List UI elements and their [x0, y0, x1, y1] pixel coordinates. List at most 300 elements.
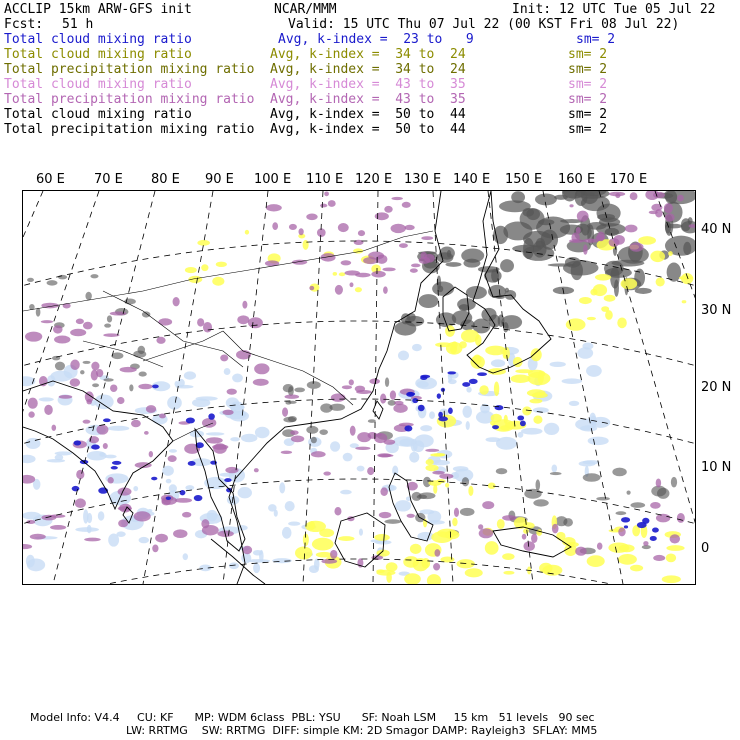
high-cloud-gray [385, 377, 389, 387]
high-cloud-gray [533, 499, 548, 506]
upper-cloud-purple [380, 394, 386, 404]
low-cloud-haze [544, 423, 559, 435]
high-cloud-gray [103, 378, 113, 381]
low-cloud-haze [98, 511, 105, 520]
upper-cloud-purple [285, 395, 300, 399]
upper-cloud-purple [156, 337, 165, 344]
upper-cloud-purple [324, 191, 329, 196]
upper-cloud-purple [625, 225, 638, 233]
upper-cloud-purple [321, 253, 336, 261]
low-cloud-haze [94, 394, 113, 409]
upper-cloud-purple [311, 451, 326, 457]
upper-cloud-purple [349, 282, 353, 287]
longitude-label: 100 E [254, 172, 292, 187]
high-cloud-gray [627, 491, 631, 495]
mid-cloud-yellow [500, 425, 510, 430]
upper-cloud-purple [358, 230, 365, 236]
low-cloud-blue [208, 413, 214, 419]
high-cloud-gray [563, 518, 573, 526]
mid-cloud-yellow [617, 317, 627, 328]
low-cloud-haze [343, 453, 353, 462]
mid-cloud-yellow [479, 385, 488, 395]
low-cloud-haze [224, 368, 231, 375]
high-cloud-gray [294, 387, 305, 392]
upper-cloud-purple [615, 193, 620, 198]
upper-cloud-purple [376, 255, 387, 264]
upper-cloud-purple [146, 405, 156, 413]
mid-cloud-yellow [459, 341, 467, 348]
low-cloud-haze [220, 473, 235, 477]
mid-cloud-yellow [410, 544, 422, 554]
mid-cloud-yellow [590, 289, 597, 296]
upper-cloud-purple [328, 200, 336, 207]
upper-cloud-purple [227, 389, 237, 395]
low-cloud-haze [314, 558, 320, 570]
low-cloud-blue [74, 440, 82, 445]
upper-cloud-purple [220, 354, 228, 361]
upper-cloud-purple [306, 214, 317, 221]
mid-cloud-yellow [245, 230, 249, 235]
graticule-line [23, 321, 695, 371]
upper-cloud-purple [391, 197, 403, 200]
upper-cloud-purple [203, 322, 212, 333]
high-cloud-gray [311, 437, 317, 444]
high-cloud-gray [58, 275, 67, 280]
mid-cloud-yellow [556, 532, 565, 541]
mid-cloud-yellow [682, 300, 687, 303]
upper-cloud-purple [650, 502, 661, 509]
high-cloud-gray [80, 370, 84, 374]
forecast-label: Fcst: [4, 17, 44, 32]
high-cloud-gray [460, 508, 475, 516]
upper-cloud-purple [479, 528, 493, 538]
legend-smoothing: sm= 2 [568, 47, 608, 62]
high-cloud-gray [104, 324, 111, 328]
mid-cloud-yellow [668, 251, 673, 256]
high-cloud-gray [511, 191, 525, 203]
model-info-line1: Model Info: V4.4 CU: KF MP: WDM 6class PBL: YSU SF: Noah LSM 15 km 51 levels 90 sec [30, 711, 595, 724]
mid-cloud-yellow [595, 274, 611, 281]
upper-cloud-purple [677, 513, 685, 523]
graticule-line [223, 191, 268, 584]
longitude-label: 110 E [306, 172, 344, 187]
mid-cloud-yellow [566, 318, 586, 330]
upper-cloud-purple [28, 411, 34, 417]
upper-cloud-purple [84, 538, 101, 542]
mid-cloud-yellow [216, 262, 227, 267]
upper-cloud-purple [338, 223, 349, 232]
mid-cloud-yellow [536, 529, 542, 536]
low-cloud-haze [166, 479, 172, 484]
mid-cloud-yellow [579, 297, 592, 304]
upper-cloud-purple [243, 546, 253, 554]
legend-smoothing: sm= 2 [568, 62, 608, 77]
high-cloud-gray [630, 502, 645, 508]
upper-cloud-purple [618, 528, 625, 537]
low-cloud-haze [399, 438, 415, 447]
low-cloud-haze [282, 527, 292, 539]
upper-cloud-purple [670, 534, 680, 543]
high-cloud-gray [500, 259, 514, 272]
upper-cloud-purple [76, 470, 84, 479]
low-cloud-haze [588, 437, 609, 446]
upper-cloud-purple [254, 363, 269, 374]
mid-cloud-yellow [515, 369, 533, 373]
latitude-label: 20 N [701, 380, 732, 395]
latitude-label: 0 [701, 541, 710, 556]
upper-cloud-purple [410, 268, 418, 272]
upper-cloud-purple [59, 395, 73, 399]
upper-cloud-purple [51, 425, 56, 431]
upper-cloud-purple [630, 192, 638, 200]
mid-cloud-yellow [433, 484, 437, 494]
mid-cloud-yellow [426, 459, 434, 465]
upper-cloud-purple [656, 514, 670, 523]
high-cloud-gray [368, 419, 376, 423]
high-cloud-gray [614, 279, 619, 296]
high-cloud-gray [418, 294, 438, 308]
high-cloud-gray [493, 226, 508, 244]
low-cloud-blue [621, 517, 630, 522]
upper-cloud-purple [309, 286, 314, 290]
low-cloud-haze [417, 381, 429, 388]
low-cloud-haze [226, 397, 239, 408]
high-cloud-gray [462, 477, 469, 486]
upper-cloud-purple [379, 512, 391, 518]
upper-cloud-purple [175, 498, 192, 503]
high-cloud-gray [27, 278, 34, 282]
low-cloud-haze [562, 378, 583, 384]
high-cloud-gray [461, 249, 484, 263]
high-cloud-gray [541, 230, 558, 250]
mid-cloud-yellow [488, 483, 496, 489]
upper-cloud-purple [168, 455, 177, 462]
low-cloud-haze [99, 452, 105, 456]
upper-cloud-purple [597, 232, 605, 242]
upper-cloud-purple [342, 385, 352, 389]
upper-cloud-purple [197, 318, 204, 326]
upper-cloud-purple [656, 478, 661, 487]
upper-cloud-purple [552, 524, 559, 534]
map-frame [22, 190, 696, 585]
longitude-label: 60 E [36, 172, 65, 187]
mid-cloud-yellow [504, 415, 508, 424]
mid-cloud-yellow [312, 538, 334, 551]
low-cloud-blue [469, 379, 478, 384]
low-cloud-blue [477, 372, 487, 376]
low-cloud-haze [274, 510, 278, 517]
mid-cloud-yellow [656, 277, 665, 286]
upper-cloud-purple [103, 443, 108, 449]
high-cloud-gray [612, 468, 626, 477]
high-cloud-gray [583, 473, 601, 481]
upper-cloud-purple [377, 453, 391, 457]
legend-smoothing: sm= 2 [568, 107, 608, 122]
mid-cloud-yellow [386, 562, 398, 571]
mid-cloud-yellow [435, 342, 453, 347]
low-cloud-blue [520, 421, 526, 427]
mid-cloud-yellow [662, 575, 681, 583]
legend-field-name: Total cloud mixing ratio [4, 107, 192, 122]
mid-cloud-yellow [319, 529, 334, 538]
mid-cloud-yellow [587, 317, 596, 320]
upper-cloud-purple [433, 563, 440, 570]
upper-cloud-purple [363, 257, 378, 264]
mid-cloud-yellow [503, 571, 514, 575]
upper-cloud-purple [575, 547, 587, 556]
mid-cloud-yellow [197, 240, 210, 246]
high-cloud-gray [285, 401, 291, 404]
high-cloud-gray [129, 384, 133, 391]
latitude-label: 30 N [701, 303, 732, 318]
upper-cloud-purple [367, 467, 374, 475]
low-cloud-haze [285, 501, 295, 511]
low-cloud-blue [407, 392, 415, 395]
low-cloud-haze [340, 490, 352, 495]
low-cloud-blue [517, 415, 524, 420]
high-cloud-gray [671, 477, 677, 488]
mid-cloud-yellow [630, 565, 643, 572]
low-cloud-blue [495, 405, 504, 410]
mid-cloud-yellow [355, 287, 362, 292]
low-cloud-haze [23, 512, 41, 520]
upper-cloud-purple [677, 195, 684, 202]
high-cloud-gray [320, 403, 332, 412]
low-cloud-haze [577, 347, 593, 358]
valid-time: Valid: 15 UTC Thu 07 Jul 22 (00 KST Fri 08 Jul 22) [288, 17, 680, 32]
low-cloud-haze [392, 466, 398, 476]
upper-cloud-purple [53, 325, 63, 333]
low-cloud-haze [139, 537, 149, 543]
upper-cloud-purple [149, 451, 153, 457]
low-cloud-haze [491, 359, 505, 367]
low-cloud-blue [418, 405, 425, 412]
low-cloud-blue [420, 376, 427, 380]
low-cloud-haze [466, 387, 471, 393]
low-cloud-haze [409, 452, 419, 463]
upper-cloud-purple [91, 362, 99, 371]
upper-cloud-purple [76, 319, 84, 325]
low-cloud-haze [169, 449, 177, 453]
high-cloud-gray [688, 217, 693, 224]
latitude-label: 10 N [701, 460, 732, 475]
plot-title: ACCLIP 15km ARW-GFS init [4, 2, 192, 17]
high-cloud-gray [92, 383, 99, 387]
upper-cloud-purple [569, 204, 573, 207]
legend-field-name: Total precipitation mixing ratio [4, 92, 255, 107]
mid-cloud-yellow [529, 399, 542, 404]
upper-cloud-purple [390, 390, 396, 399]
mid-cloud-yellow [461, 329, 479, 342]
upper-cloud-purple [655, 209, 662, 217]
high-cloud-gray [139, 372, 147, 377]
low-cloud-haze [39, 397, 54, 401]
upper-cloud-purple [222, 410, 233, 415]
legend-level-range: Avg, k-index = 23 to 9 [278, 32, 474, 47]
upper-cloud-purple [117, 397, 125, 404]
upper-cloud-purple [110, 384, 117, 392]
low-cloud-blue [194, 495, 203, 501]
upper-cloud-purple [354, 240, 364, 245]
legend-level-range: Avg, k-index = 43 to 35 [270, 77, 466, 92]
mid-cloud-yellow [339, 272, 346, 276]
legend-field-name: Total cloud mixing ratio [4, 47, 192, 62]
low-cloud-blue [462, 382, 470, 387]
upper-cloud-purple [138, 384, 152, 389]
low-cloud-haze [253, 563, 260, 573]
low-cloud-blue [166, 497, 171, 500]
mid-cloud-yellow [185, 267, 197, 273]
upper-cloud-purple [371, 271, 386, 278]
high-cloud-gray [407, 313, 416, 322]
upper-cloud-purple [272, 222, 278, 230]
low-cloud-haze [178, 379, 185, 387]
upper-cloud-purple [266, 204, 282, 211]
high-cloud-gray [85, 292, 91, 301]
upper-cloud-purple [213, 443, 227, 454]
map-canvas [23, 191, 695, 584]
mid-cloud-yellow [445, 483, 449, 488]
low-cloud-haze [196, 396, 218, 400]
high-cloud-gray [432, 282, 454, 296]
high-cloud-gray [417, 495, 427, 499]
low-cloud-blue [186, 418, 195, 424]
upper-cloud-purple [629, 243, 643, 252]
longitude-label: 140 E [453, 172, 491, 187]
mid-cloud-yellow [618, 554, 637, 565]
low-cloud-haze [580, 425, 597, 431]
upper-cloud-purple [320, 204, 327, 208]
upper-cloud-purple [96, 425, 108, 435]
high-cloud-gray [47, 280, 58, 285]
upper-cloud-purple [282, 407, 288, 416]
upper-cloud-purple [369, 379, 380, 385]
low-cloud-haze [582, 460, 599, 464]
high-cloud-gray [445, 262, 461, 267]
upper-cloud-purple [173, 297, 180, 306]
high-cloud-gray [635, 288, 652, 294]
low-cloud-blue [91, 445, 100, 450]
upper-cloud-purple [421, 236, 433, 240]
low-cloud-haze [232, 374, 243, 383]
low-cloud-blue [642, 518, 649, 524]
upper-cloud-purple [407, 514, 415, 518]
mid-cloud-yellow [666, 545, 684, 551]
high-cloud-gray [107, 315, 112, 322]
low-cloud-haze [330, 441, 340, 452]
low-cloud-blue [180, 490, 186, 495]
upper-cloud-purple [144, 431, 149, 435]
mid-cloud-yellow [601, 306, 609, 312]
low-cloud-haze [241, 434, 257, 443]
field-shading [23, 191, 695, 584]
legend-field-name: Total precipitation mixing ratio [4, 122, 255, 137]
upper-cloud-purple [380, 487, 387, 496]
high-cloud-gray [319, 429, 328, 435]
upper-cloud-purple [391, 224, 406, 233]
low-cloud-haze [429, 411, 435, 419]
mid-cloud-yellow [468, 486, 473, 496]
longitude-label: 120 E [355, 172, 393, 187]
mid-cloud-yellow [201, 264, 208, 271]
upper-cloud-purple [478, 524, 483, 529]
upper-cloud-purple [242, 301, 247, 309]
mid-cloud-yellow [485, 541, 499, 555]
high-cloud-gray [384, 519, 401, 524]
mid-cloud-yellow [431, 531, 452, 543]
low-cloud-haze [133, 486, 138, 491]
mid-cloud-yellow [587, 555, 605, 567]
upper-cloud-purple [86, 399, 92, 404]
low-cloud-haze [23, 455, 36, 463]
upper-cloud-purple [404, 225, 414, 230]
upper-cloud-purple [341, 260, 352, 265]
low-cloud-haze [412, 344, 422, 351]
low-cloud-haze [55, 451, 73, 455]
low-cloud-haze [550, 362, 566, 367]
upper-cloud-purple [583, 244, 588, 254]
mid-cloud-yellow [338, 536, 354, 541]
upper-cloud-purple [334, 507, 341, 516]
latitude-label: 40 N [701, 222, 732, 237]
upper-cloud-purple [569, 239, 584, 243]
high-cloud-gray [466, 286, 487, 299]
longitude-label: 130 E [404, 172, 442, 187]
upper-cloud-purple [173, 529, 187, 538]
upper-cloud-purple [28, 398, 38, 409]
low-cloud-haze [521, 428, 543, 435]
low-cloud-haze [87, 513, 92, 523]
low-cloud-blue [492, 425, 499, 429]
mid-cloud-yellow [494, 382, 499, 397]
mid-cloud-yellow [303, 240, 309, 250]
upper-cloud-purple [664, 203, 673, 213]
upper-cloud-purple [355, 447, 370, 450]
legend-field-name: Total cloud mixing ratio [4, 32, 192, 47]
mid-cloud-yellow [491, 414, 502, 423]
high-cloud-gray [283, 417, 296, 423]
low-cloud-blue [112, 461, 121, 465]
legend-field-name: Total precipitation mixing ratio [4, 62, 255, 77]
upper-cloud-purple [30, 534, 46, 540]
upper-cloud-purple [577, 211, 589, 222]
low-cloud-haze [47, 375, 56, 386]
mid-cloud-yellow [212, 277, 224, 286]
forecast-hours: 51 h [62, 17, 94, 32]
high-cloud-gray [83, 361, 91, 364]
upper-cloud-purple [291, 435, 304, 442]
upper-cloud-purple [120, 367, 137, 373]
low-cloud-blue [437, 393, 441, 399]
longitude-label: 90 E [205, 172, 234, 187]
taiwan-coastline [373, 401, 383, 419]
upper-cloud-purple [182, 512, 191, 518]
upper-cloud-purple [402, 202, 411, 208]
upper-cloud-purple [23, 544, 32, 549]
upper-cloud-purple [393, 404, 407, 413]
longitude-label: 70 E [94, 172, 123, 187]
mid-cloud-yellow [532, 392, 548, 398]
low-cloud-blue [111, 466, 118, 469]
low-cloud-haze [390, 486, 395, 491]
upper-cloud-purple [355, 273, 371, 278]
low-cloud-haze [589, 413, 596, 426]
upper-cloud-purple [131, 420, 141, 428]
upper-cloud-purple [83, 322, 93, 330]
upper-cloud-purple [70, 378, 80, 386]
low-cloud-haze [184, 371, 196, 379]
upper-cloud-purple [237, 315, 249, 324]
